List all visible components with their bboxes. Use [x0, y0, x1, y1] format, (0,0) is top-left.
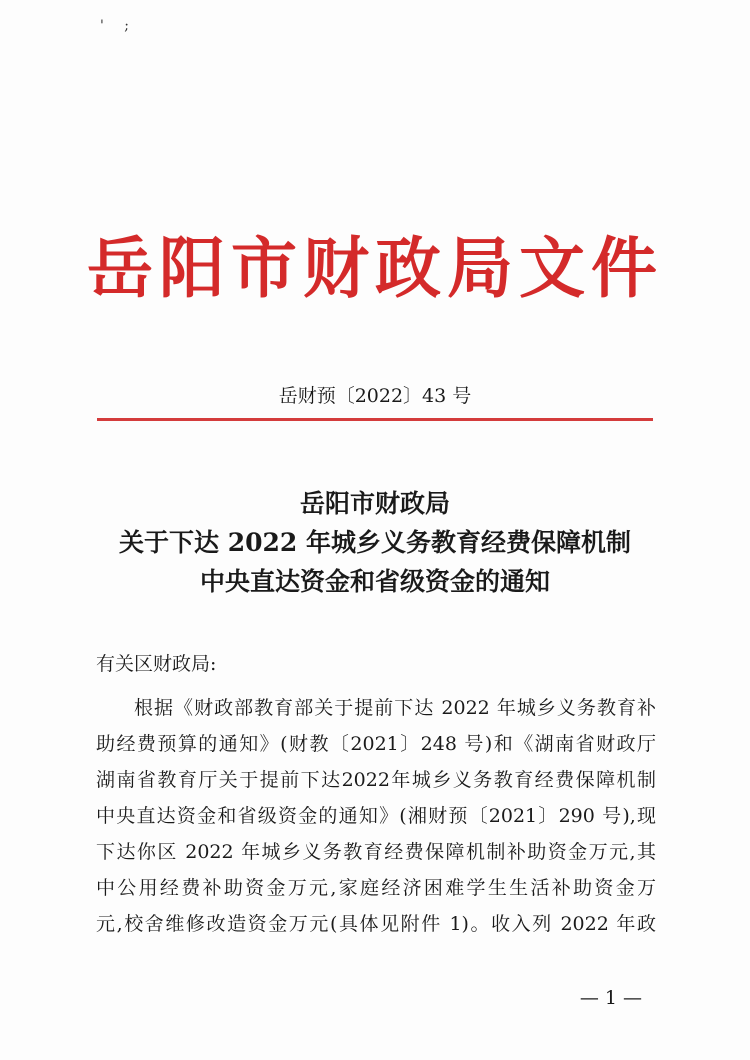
body-line: 湖南省教育厅关于提前下达2022年城乡义务教育经费保障机制	[96, 769, 656, 791]
salutation: 有关区财政局:	[96, 653, 217, 675]
document-header-title: 岳阳市财政局文件	[87, 229, 663, 307]
document-number: 岳财预〔2022〕43 号	[278, 385, 472, 407]
body-paragraph	[96, 690, 656, 942]
body-line: 助经费预算的通知》(财教〔2021〕248 号)和《湖南省财政厅	[96, 733, 656, 755]
red-divider-rule	[97, 418, 653, 421]
title-line-3: 中央直达资金和省级资金的通知	[199, 567, 550, 596]
page-number: — 1 —	[579, 987, 642, 1009]
title-line-2: 关于下达 2022 年城乡义务教育经费保障机制	[119, 528, 631, 557]
title-line-1: 岳阳市财政局	[299, 489, 450, 518]
body-line: 中公用经费补助资金万元,家庭经济困难学生生活补助资金万	[96, 877, 656, 899]
body-line: 根据《财政部教育部关于提前下达 2022 年城乡义务教育补	[134, 697, 656, 719]
notice-title	[0, 484, 750, 601]
body-line: 元,校舍维修改造资金万元(具体见附件 1)。收入列 2022 年政	[96, 913, 656, 935]
body-line: 中央直达资金和省级资金的通知》(湘财预〔2021〕290 号),现	[96, 805, 656, 827]
body-line: 下达你区 2022 年城乡义务教育经费保障机制补助资金万元,其	[96, 841, 656, 863]
corner-marks: ' ;	[100, 18, 138, 34]
